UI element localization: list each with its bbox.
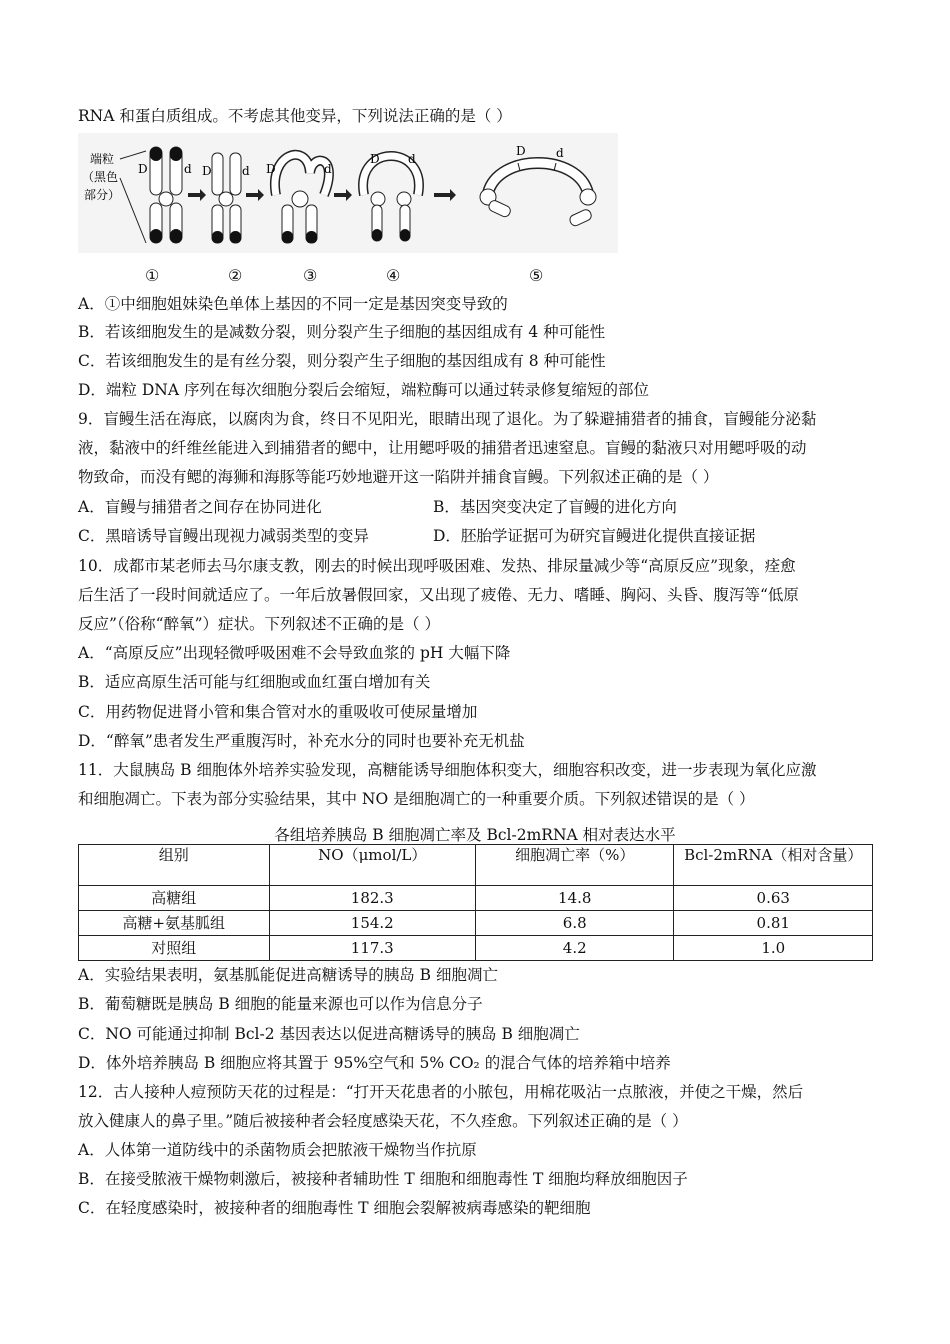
- q9-options-row1: [78, 497, 878, 517]
- gene-d-label: d: [324, 162, 332, 176]
- q10-stem-line1: 10．成都市某老师去马尔康支教，刚去的时候出现呼吸困难、发热、排尿量减少等“高原反应”现象，痊愈: [78, 557, 796, 575]
- stage-label-4: ④: [386, 266, 401, 285]
- q8-option-a: A．①中细胞姐妹染色单体上基因的不同一定是基因突变导致的: [78, 295, 508, 313]
- figure-label-black: （黑色: [82, 170, 119, 184]
- q12-option-b: B．在接受脓液干燥物刺激后，被接种者辅助性 T 细胞和细胞毒性 T 细胞均释放细胞因子: [78, 1170, 688, 1188]
- table-row: [79, 911, 873, 936]
- gene-d-label: d: [184, 162, 192, 176]
- gene-D-label: D: [266, 162, 276, 176]
- q8-option-c: C．若该细胞发生的是有丝分裂，则分裂产生子细胞的基因组成有 8 种可能性: [78, 352, 606, 370]
- gene-D-label: D: [202, 164, 212, 178]
- question-8-stem-tail: RNA 和蛋白质组成。不考虑其他变异，下列说法正确的是（ ）: [78, 107, 512, 125]
- chromosome-figure: [78, 133, 618, 253]
- q11-option-d: D．体外培养胰岛 B 细胞应将其置于 95%空气和 5% CO₂ 的混合气体的培养箱中培养: [78, 1054, 671, 1072]
- stage-label-2: ②: [228, 266, 243, 285]
- table-cell: 对照组: [79, 936, 270, 961]
- table-header-cell: 细胞凋亡率（%）: [475, 845, 674, 886]
- q10-option-d: D．“醉氧”患者发生严重腹泻时，补充水分的同时也要补充无机盐: [78, 732, 525, 750]
- gene-D-label: D: [370, 152, 380, 166]
- table-header-row: [79, 845, 873, 886]
- q11-option-c: C．NO 可能通过抑制 Bcl-2 基因表达以促进高糖诱导的胰岛 B 细胞凋亡: [78, 1025, 580, 1043]
- stage-label-1: ①: [145, 266, 160, 285]
- gene-D-label: D: [138, 162, 148, 176]
- table-cell: 182.3: [269, 886, 475, 911]
- table-cell: 117.3: [269, 936, 475, 961]
- q11-stem-line1: 11．大鼠胰岛 B 细胞体外培养实验发现，高糖能诱导细胞体积变大，细胞容积改变，进一步表现为氧化应激: [78, 761, 817, 779]
- table-header-cell: Bcl-2mRNA（相对含量）: [674, 845, 873, 886]
- q9-option-b: B．基因突变决定了盲鳗的进化方向: [433, 498, 677, 516]
- q9-option-d: D．胚胎学证据可为研究盲鳗进化提供直接证据: [433, 527, 756, 545]
- gene-d-label: d: [408, 152, 416, 166]
- q12-option-c: C．在轻度感染时，被接种者的细胞毒性 T 细胞会裂解被病毒感染的靶细胞: [78, 1199, 591, 1217]
- stage-label-3: ③: [303, 266, 318, 285]
- table-header-cell: NO（μmol/L）: [269, 845, 475, 886]
- q9-option-c: C．黑暗诱导盲鳗出现视力减弱类型的变异: [78, 527, 369, 545]
- figure-stage-labels: [0, 266, 950, 288]
- q9-stem-line3: 物致命，而没有鳃的海狮和海豚等能巧妙地避开这一陷阱并捕食盲鳗。下列叙述正确的是（ ）: [78, 468, 719, 486]
- q11-option-b: B．葡萄糖既是胰岛 B 细胞的能量来源也可以作为信息分子: [78, 995, 483, 1013]
- q8-option-b: B．若该细胞发生的是减数分裂，则分裂产生子细胞的基因组成有 4 种可能性: [78, 323, 606, 341]
- q9-stem-line1: 9．盲鳗生活在海底，以腐肉为食，终日不见阳光，眼睛出现了退化。为了躲避捕猎者的捕食，盲鳗能分泌黏: [78, 410, 817, 428]
- gene-d-label: d: [556, 146, 564, 160]
- figure-label-part: 部分）: [84, 188, 121, 202]
- table-row: [79, 936, 873, 961]
- table-cell: 6.8: [475, 911, 674, 936]
- q11-option-a: A．实验结果表明，氨基胍能促进高糖诱导的胰岛 B 细胞凋亡: [78, 966, 498, 984]
- table-cell: 154.2: [269, 911, 475, 936]
- q9-stem-line2: 液，黏液中的纤维丝能进入到捕猎者的鳃中，让用鳃呼吸的捕猎者迅速窒息。盲鳗的黏液只对用鳃呼吸的动: [78, 439, 807, 457]
- q12-option-a: A．人体第一道防线中的杀菌物质会把脓液干燥物当作抗原: [78, 1141, 477, 1159]
- q12-stem-line1: 12．古人接种人痘预防天花的过程是：“打开天花患者的小脓包，用棉花吸沾一点脓液，并使之干燥，然后: [78, 1083, 804, 1101]
- table-row: [79, 886, 873, 911]
- q11-stem-line2: 和细胞凋亡。下表为部分实验结果，其中 NO 是细胞凋亡的一种重要介质。下列叙述错误的是（ ）: [78, 790, 755, 808]
- q10-stem-line2: 后生活了一段时间就适应了。一年后放暑假回家，又出现了疲倦、无力、嗜睡、胸闷、头昏、腹泻等“低原: [78, 586, 799, 604]
- table-cell: 4.2: [475, 936, 674, 961]
- stage-label-5: ⑤: [529, 266, 544, 285]
- q9-options-row2: [78, 526, 878, 546]
- table-cell: 高糖组: [79, 886, 270, 911]
- q9-option-a: A．盲鳗与捕猎者之间存在协同进化: [78, 498, 322, 516]
- table-cell: 14.8: [475, 886, 674, 911]
- table-cell: 0.81: [674, 911, 873, 936]
- table-cell: 高糖+氨基胍组: [79, 911, 270, 936]
- figure-label-telomere: 端粒: [90, 152, 115, 166]
- q10-option-c: C．用药物促进肾小管和集合管对水的重吸收可使尿量增加: [78, 703, 478, 721]
- q10-option-b: B．适应高原生活可能与红细胞或血红蛋白增加有关: [78, 673, 431, 691]
- q10-option-a: A．“高原反应”出现轻微呼吸困难不会导致血浆的 pH 大幅下降: [78, 644, 511, 662]
- table-cell: 0.63: [674, 886, 873, 911]
- table-cell: 1.0: [674, 936, 873, 961]
- q12-stem-line2: 放入健康人的鼻子里。”随后被接种者会轻度感染天花，不久痊愈。下列叙述正确的是（ ）: [78, 1112, 688, 1130]
- table-caption: 各组培养胰岛 B 细胞凋亡率及 Bcl-2mRNA 相对表达水平: [274, 826, 676, 844]
- q8-option-d: D．端粒 DNA 序列在每次细胞分裂后会缩短，端粒酶可以通过转录修复缩短的部位: [78, 381, 649, 399]
- results-table: [78, 844, 873, 961]
- q10-stem-line3: 反应”（俗称“醉氧”）症状。下列叙述不正确的是（ ）: [78, 615, 440, 633]
- table-header-cell: 组别: [79, 845, 270, 886]
- gene-D-label: D: [516, 144, 526, 158]
- gene-d-label: d: [242, 164, 250, 178]
